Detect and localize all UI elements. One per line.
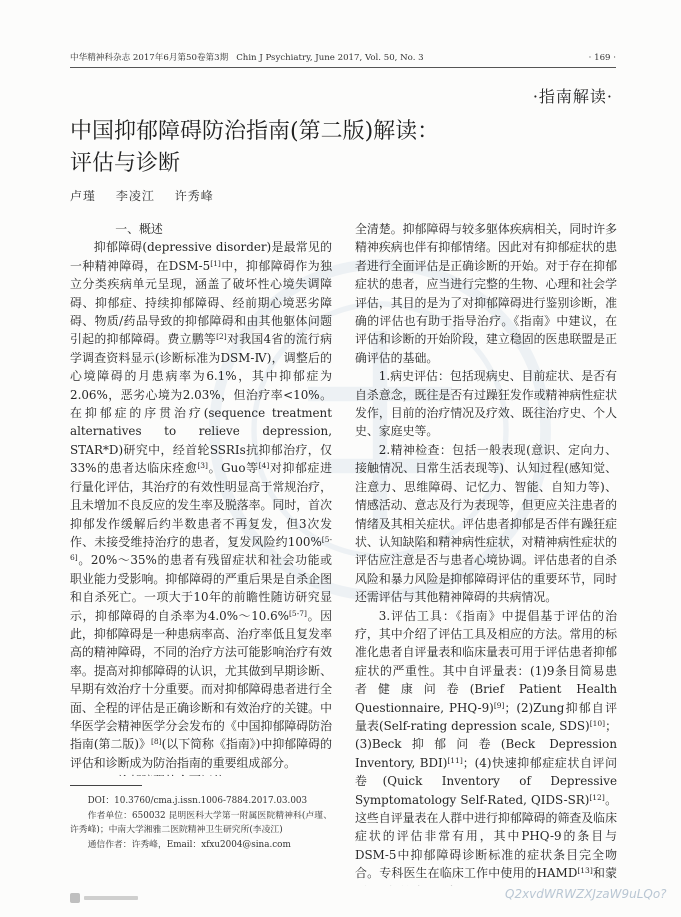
body-paragraph: 3.评估工具：《指南》中提倡基于评估的治疗，其中介绍了评估工具及相应的方法。常用的标准化患者自评量表和临床量表可用于评估患者抑郁症状的严重性。其中自评量表：(1)9条目简易患者健康问卷(Brief Patient Health Questionnaire, PHQ-9)[9]；(2)Zung抑郁自评量表(Self-rating depression scale, SDS)[10]；(3)Beck抑郁问卷(Beck Depression Inventory, BDI)[11]；(4)快速抑郁症症状自评问卷(Quick Inventory of Depressive Symptomatology Self-Rated, QIDS-SR)[12]。这些自评量表在人群中进行抑郁障碍的筛查及临床症状的评估非常有用，其中PHQ-9的条目与DSM-5中抑郁障碍诊断标准的症状条目完全吻合。专科医生在临床工作中使用的HAMD[13]和蒙 [355, 608, 617, 881]
author-name: 许秀峰 [174, 189, 214, 203]
author-name: 卢瑾 [70, 189, 97, 203]
citation-ref: [4] [258, 461, 270, 471]
journal-name-en: Chin J Psychiatry, June 2017, Vol. 50, No. 3 [236, 53, 424, 63]
page-number: · 169 · [588, 53, 616, 63]
body-paragraph-continued: 全清楚。抑郁障碍与较多躯体疾病相关，同时许多精神疾病也伴有抑郁情绪。因此对有抑郁症状的患者进行全面评估是正确诊断的开始。对于存在抑郁症状的患者，应当进行完整的生物、心理和社会学评估，其目的是为了对抑郁障碍进行鉴别诊断，准确的评估也有助于指导治疗。《指南》中建议，在评估和诊断的开始阶段，建立稳固的医患联盟是正确评估的基础。 [355, 222, 617, 365]
right-column [355, 220, 617, 886]
citation-ref: [1] [210, 258, 221, 268]
article-title-line-2: 评估与诊断 [70, 151, 181, 176]
journal-name-cn: 中华精神科杂志 2017年6月第50卷第3期 [70, 53, 229, 63]
publisher-logo-icon [70, 892, 140, 904]
article-title-line-1: 中国抑郁障碍防治指南(第二版)解读： [70, 119, 440, 144]
body-paragraph: 抑郁障碍(depressive disorder)是最常见的一种精神障碍，在DSM-5[1]中，抑郁障碍作为独立分类疾病单元呈现，涵盖了破坏性心境失调障碍、抑郁症、持续抑郁障碍、经前期心境恶劣障碍、物质/药品导致的抑郁障碍和由其他躯体问题引起的抑郁障碍。费立鹏等[2]对我国4省的流行病学调查资料显示(诊断标准为DSM-Ⅳ)，调整后的心境障碍的月患病率为6.1%，其中抑郁症为2.06%，恶劣心境为2.03%，但治疗率<10%。在抑郁症的序贯治疗(sequence treatment alternatives to relieve depression, STAR*D)研究中，经首轮SSRIs抗抑郁治疗，仅33%的患者达临床痊愈[3]。Guo等[4]对抑郁症进行量化评估，其治疗的有效性明显高于常规治疗，且未增加不良反应的发生率及脱落率。同时，首次抑郁发作缓解后约半数患者不再复发，但3次发作、未接受维持治疗的患者，复发风险约100%[5-6]。20%～35%的患者有残留症状和社会功能或职业能力受影响。抑郁障碍的严重后果是自杀企图和自杀死亡。一项大于10年的前瞻性随访研究显示，抑郁障碍的自杀率为4.0%～10.6%[5-7]。因此，抑郁障碍是一种患病率高、治疗率低且复发率高的精神障碍，不同的治疗方法可能影响治疗有效率。提高对抑郁障碍的认识，尤其做到早期诊断、早期有效治疗十分重要。而对抑郁障碍患者进行全面、全程的评估是正确诊断和有效治疗的关键。中华医学会精神医学分会发布的《中国抑郁障碍防治指南(第二版)》[8](以下简称《指南》)中抑郁障碍的评估和诊断成为防治指南的重要组成部分。 [70, 240, 332, 770]
citation-ref: [10] [589, 718, 606, 728]
section-heading-overview: 一、概述 [115, 222, 163, 236]
citation-ref: [2] [216, 332, 227, 342]
author-list [70, 187, 230, 205]
article-title [70, 116, 610, 180]
footnote-correspondence: 通信作者：许秀峰，Email：xfxu2004@sina.com [87, 839, 291, 850]
section-heading-assessment [70, 772, 332, 776]
footnote-affiliation: 作者单位：650032 昆明医科大学第一附属医院精神科(卢瑾、许秀峰)；中南大学湘雅二医院精神卫生研究所(李凌江) [70, 810, 332, 835]
body-paragraph: 1.病史评估：包括现病史、目前症状、是否有自杀意念，既往是否有过躁狂发作或精神病性症状发作，目前的治疗情况及疗效、既往治疗史、个人史、家庭史等。 [355, 369, 617, 439]
citation-ref: [11] [447, 755, 463, 765]
footnote-rule [70, 785, 142, 786]
section-tag: ·指南解读· [532, 87, 613, 106]
citation-ref: [13] [577, 866, 593, 876]
citation-ref: [5-6] [70, 534, 332, 563]
running-head-journal [70, 51, 424, 65]
author-name: 李凌江 [115, 189, 155, 203]
citation-ref: [3] [197, 461, 208, 471]
footnote-doi: DOI：10.3760/cma.j.issn.1006-7884.2017.03.003 [87, 796, 308, 806]
watermark-text: Q2xvdWRWZXJzaW9uLQo? [505, 887, 667, 901]
footnotes [70, 785, 332, 861]
body-paragraph: 2.精神检查：包括一般表现(意识、定向力、接触情况、日常生活表现等)、认知过程(感知觉、注意力、思维障碍、记忆力、智能、自知力等)、情感活动、意志及行为表现等，但更应关注患者的情绪及其相关症状。评估患者抑郁是否伴有躁狂症状、认知缺陷和精神病性症状，对精神病性症状的评估应注意是否与患者心境协调。评估患者的自杀风险和暴力风险是抑郁障碍评估的重要环节，同时还需评估与其他精神障碍的共病情况。 [355, 442, 617, 605]
running-head [70, 51, 616, 65]
header-rule [70, 67, 616, 68]
left-column [70, 220, 332, 776]
citation-ref: [8] [150, 737, 162, 747]
citation-ref: [5-7] [289, 608, 307, 618]
citation-ref: [12] [589, 792, 605, 802]
citation-ref: [9] [493, 700, 505, 710]
